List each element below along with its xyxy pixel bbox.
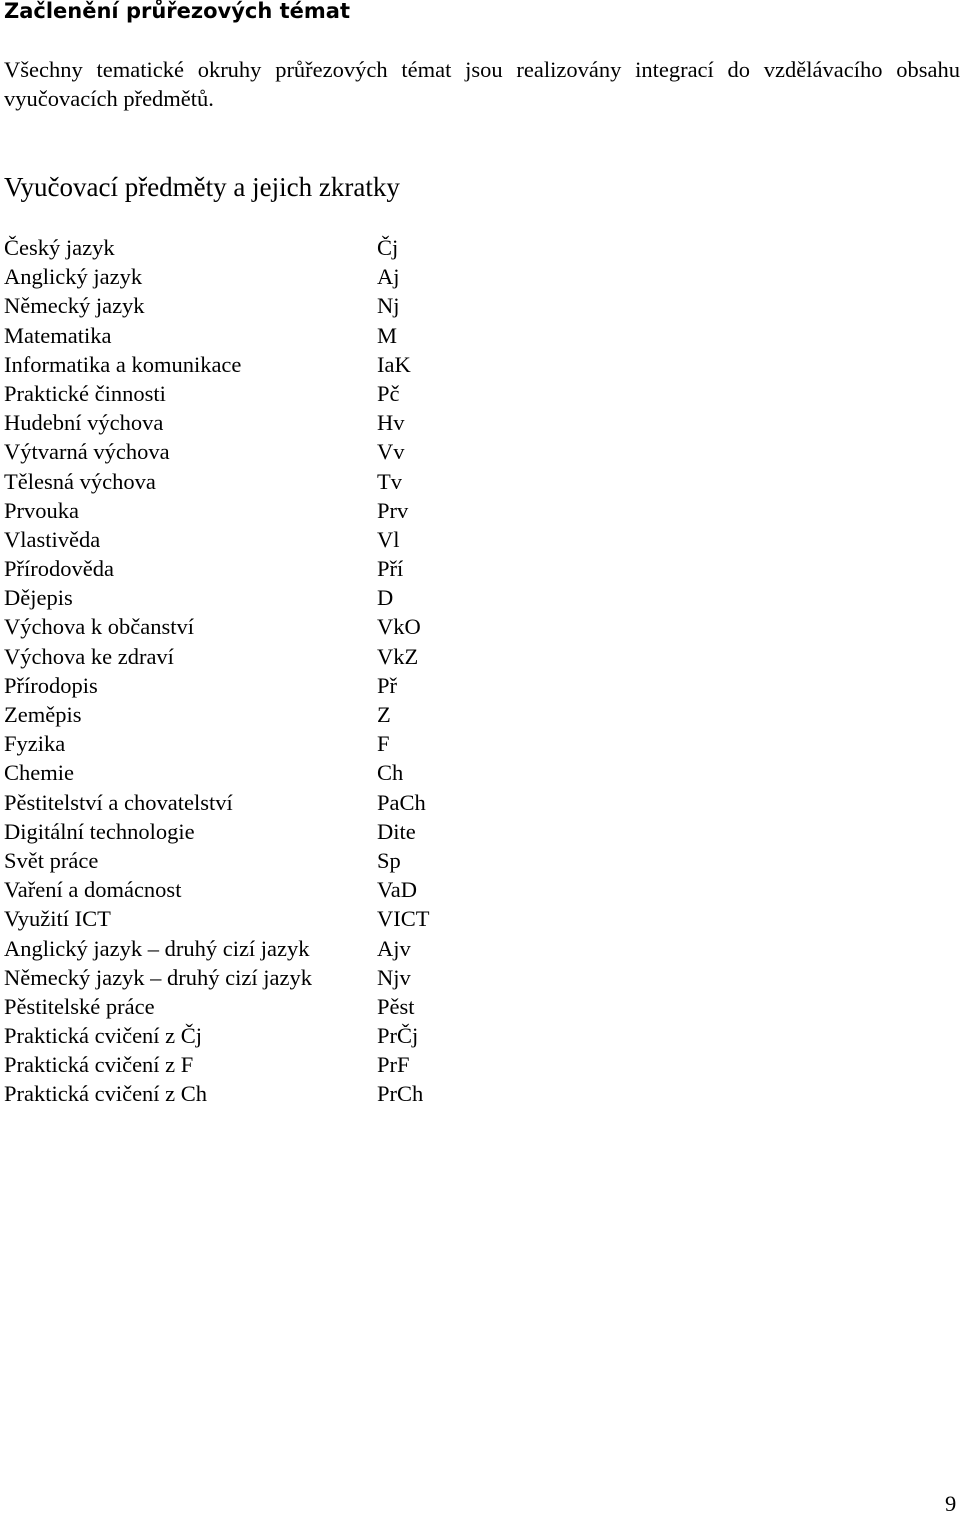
subject-abbreviation: Ch bbox=[377, 760, 404, 786]
subject-abbreviation: D bbox=[377, 585, 394, 611]
subject-abbreviation: IaK bbox=[377, 351, 411, 377]
subject-abbreviation: F bbox=[377, 731, 390, 757]
intro-paragraph: Všechny tematické okruhy průřezových témat jsou realizovány integrací do vzdělávacího obsahu vyučovacích předmětů. bbox=[4, 57, 960, 111]
subject-abbreviation: Hv bbox=[377, 410, 405, 436]
subject-name: Chemie bbox=[4, 760, 74, 786]
subject-name: Praktická cvičení z F bbox=[4, 1052, 194, 1078]
subject-name: Prvouka bbox=[4, 497, 79, 523]
subject-abbreviation: PrF bbox=[377, 1052, 410, 1078]
subject-name: Praktická cvičení z Ch bbox=[4, 1081, 208, 1107]
subject-name: Matematika bbox=[4, 322, 112, 348]
subject-abbreviation: Pěst bbox=[377, 993, 415, 1019]
subject-abbreviation: PrCh bbox=[377, 1081, 424, 1107]
subject-abbreviation: Z bbox=[377, 702, 391, 727]
subject-name: Pěstitelství a chovatelství bbox=[4, 789, 233, 815]
subject-abbreviation: VkZ bbox=[377, 643, 419, 669]
subject-name: Německý jazyk bbox=[4, 293, 145, 319]
subject-abbreviation: Prv bbox=[377, 497, 409, 523]
subject-abbreviation: Sp bbox=[377, 847, 401, 873]
subject-abbreviation: Njv bbox=[377, 964, 411, 990]
subject-name: Výtvarná výchova bbox=[4, 439, 170, 465]
section-heading: Začlenění průřezových témat bbox=[4, 0, 350, 23]
subject-abbreviation: Pč bbox=[377, 380, 400, 406]
subject-name: Dějepis bbox=[4, 585, 73, 611]
subject-name: Anglický jazyk bbox=[4, 264, 143, 290]
subject-name: Přírodověda bbox=[4, 556, 114, 582]
subject-abbreviation: VaD bbox=[377, 877, 417, 903]
subject-abbreviation: Tv bbox=[377, 468, 402, 494]
subject-name: Zeměpis bbox=[4, 702, 82, 727]
subject-abbreviation: VkO bbox=[377, 614, 421, 640]
subject-name: Svět práce bbox=[4, 847, 99, 873]
subject-abbreviation: Př bbox=[377, 672, 398, 698]
subject-name: Praktická cvičení z Čj bbox=[4, 1023, 203, 1049]
subject-abbreviation: VICT bbox=[377, 906, 430, 932]
subjects-subheading: Vyučovací předměty a jejich zkratky bbox=[4, 172, 400, 202]
subject-name: Výchova k občanství bbox=[4, 614, 194, 640]
subject-abbreviation: Pří bbox=[377, 556, 404, 582]
subject-name: Vlastivěda bbox=[4, 526, 101, 552]
subject-abbreviation: Aj bbox=[377, 264, 400, 290]
subject-name: Pěstitelské práce bbox=[4, 993, 155, 1019]
subject-name: Využití ICT bbox=[4, 906, 111, 932]
subject-name: Hudební výchova bbox=[4, 410, 164, 436]
page-number: 9 bbox=[945, 1491, 957, 1516]
subject-abbreviation: Čj bbox=[377, 235, 399, 260]
subject-abbreviation: Nj bbox=[377, 293, 400, 319]
subject-abbreviation: Vl bbox=[377, 526, 400, 552]
subject-name: Vaření a domácnost bbox=[4, 877, 182, 903]
subject-name: Výchova ke zdraví bbox=[4, 643, 174, 669]
subject-abbreviation: Dite bbox=[377, 818, 416, 844]
subject-abbreviation: Ajv bbox=[377, 935, 411, 961]
subject-name: Český jazyk bbox=[4, 235, 115, 260]
subject-name: Fyzika bbox=[4, 731, 66, 757]
subject-name: Praktické činnosti bbox=[4, 380, 166, 406]
subject-name: Tělesná výchova bbox=[4, 468, 156, 494]
subject-name: Německý jazyk – druhý cizí jazyk bbox=[4, 964, 313, 990]
subject-abbreviation: Vv bbox=[377, 439, 405, 465]
subject-name: Digitální technologie bbox=[4, 818, 195, 844]
subject-abbreviation: PrČj bbox=[377, 1023, 419, 1049]
subject-name: Informatika a komunikace bbox=[4, 351, 242, 377]
subject-name: Přírodopis bbox=[4, 672, 98, 698]
subject-name: Anglický jazyk – druhý cizí jazyk bbox=[4, 935, 310, 961]
subject-abbreviation: M bbox=[377, 322, 398, 348]
subject-abbreviation: PaCh bbox=[377, 789, 426, 815]
